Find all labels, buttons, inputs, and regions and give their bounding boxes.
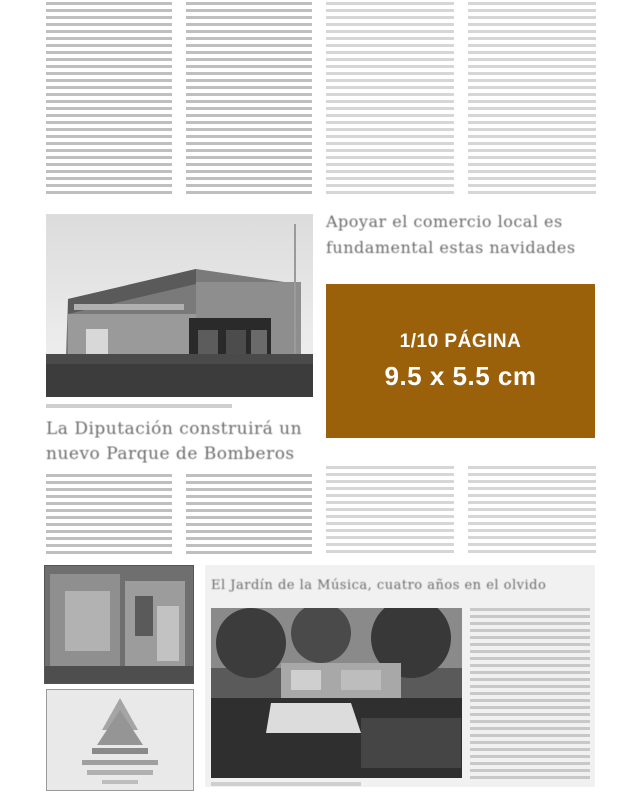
mid-text-column-4 xyxy=(468,466,596,556)
building-photo xyxy=(46,214,313,397)
mid-text-column-3 xyxy=(326,466,454,556)
garden-text-column xyxy=(470,608,590,780)
ad-size-label: 1/10 PÁGINA xyxy=(399,330,522,352)
building-photo-caption xyxy=(46,404,232,408)
commerce-headline-line2: fundamental estas navidades xyxy=(326,238,576,257)
mid-text-column-1 xyxy=(46,474,172,554)
garden-photo-caption xyxy=(211,782,361,786)
top-text-column-3 xyxy=(326,2,454,198)
left-bottom-photo-image xyxy=(45,566,193,683)
top-text-column-4 xyxy=(468,2,596,198)
christmas-poster-photo xyxy=(46,689,194,791)
mid-text-column-2 xyxy=(186,474,312,554)
left-bottom-photo xyxy=(44,565,194,684)
garden-photo xyxy=(211,608,462,778)
building-photo-image xyxy=(46,214,313,397)
ad-placeholder[interactable] xyxy=(326,284,595,438)
ad-dimensions: 9.5 x 5.5 cm xyxy=(384,360,537,391)
firefighters-headline-line1: La Diputación construirá un xyxy=(46,419,303,439)
christmas-poster-image xyxy=(47,690,193,790)
top-text-column-2 xyxy=(186,2,312,198)
garden-headline: El Jardín de la Música, cuatro años en el olvido xyxy=(211,578,547,593)
top-text-column-1 xyxy=(46,2,172,198)
firefighters-headline-line2: nuevo Parque de Bomberos xyxy=(46,444,295,464)
commerce-headline-line1: Apoyar el comercio local es xyxy=(326,212,563,231)
garden-photo-image xyxy=(211,608,462,778)
